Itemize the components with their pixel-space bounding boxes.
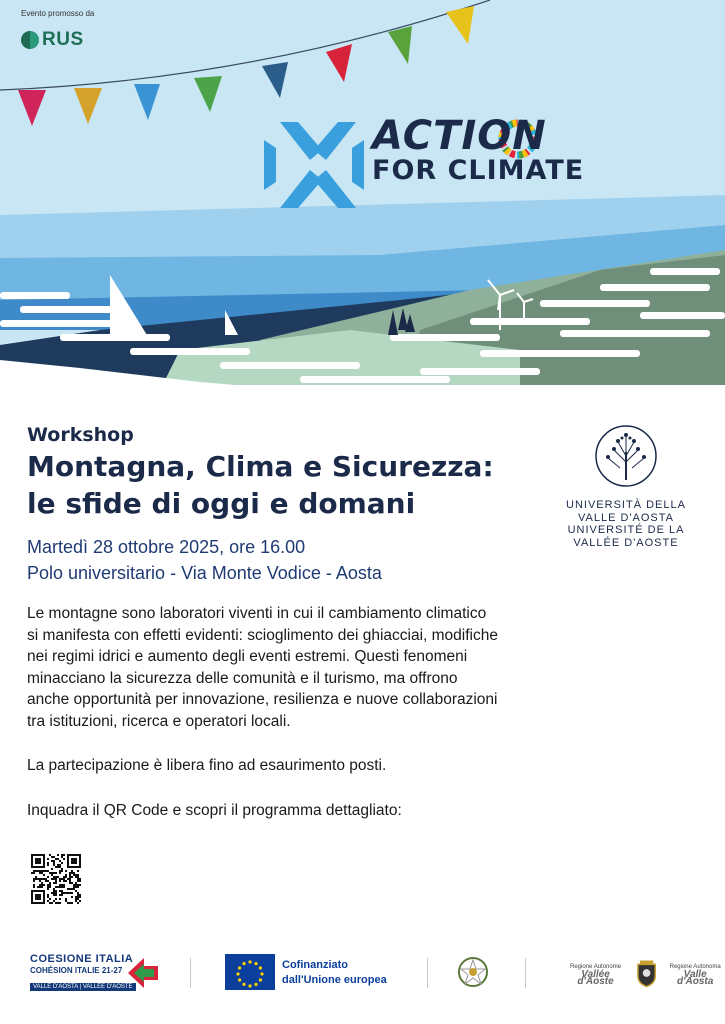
description [27,603,547,732]
eu-line-1: Cofinanziato [282,959,348,971]
coesione-line-3: VALLE D'AOSTA | VALLÉE D'AOSTE [30,983,136,991]
hero-illustration [0,0,725,410]
regione-valle-aosta-logo [563,960,725,988]
description-line: minacciano la sicurezza delle comunità e il turismo, ma offrono [27,669,458,687]
description-line: nei regimi idrici e aumento degli eventi estremi. Questi fenomeni [27,648,468,665]
hero-banner [0,0,725,410]
event-date: Martedì 28 ottobre 2025, ore 16.00 [27,537,306,557]
main-content [27,420,547,821]
brand-line-2: FOR CLIMATE [372,155,585,186]
description-line: anche opportunità per innovazione, resilienza e nuove collaborazioni [27,691,498,708]
footer-divider [525,958,526,988]
footer-divider [190,958,191,988]
brand-line-1: ACTION [372,113,547,159]
university-name-fr-1: UNIVERSITÉ DE LA [567,524,685,536]
title-line-2: le sfide di oggi e domani [27,487,416,520]
action-for-climate-logo [372,113,585,186]
eu-flag-icon [225,954,275,990]
description-line: tra istituzioni, ricerca e operatori locali. [27,712,291,730]
regione-coat-of-arms-icon [636,960,657,988]
coesione-line-1: COESIONE ITALIA [30,953,134,965]
university-name-fr-2: VALLÉE D'AOSTE [573,536,679,549]
regione-name-2: Valle d'Aosta [677,968,714,987]
italian-republic-emblem-icon [457,954,489,990]
funding-footer [0,948,725,998]
promoted-by-label: Evento promosso da [21,9,95,18]
page-title [27,448,547,522]
coesione-italia-logo [30,953,136,993]
university-name-it-1: UNIVERSITÀ DELLA [566,499,686,511]
title-line-1: Montagna, Clima e Sicurezza: [27,450,494,483]
workshop-kicker: Workshop [27,424,134,446]
footer-divider [427,958,428,988]
coesione-arrow-icon [128,956,160,990]
university-name-it-2: VALLE D'AOSTA [578,511,674,524]
regione-small-1: Regione Autonome [570,963,622,970]
eu-cofunded-label [282,958,387,988]
rus-logo-icon [21,31,39,49]
university-logo [556,424,696,549]
qr-prompt: Inquadra il QR Code e scopri il programma dettagliato: [27,801,402,819]
participation-note: La partecipazione è libera fino ad esaurimento posti. [27,757,387,774]
tree-icon [594,424,658,488]
qr-code[interactable] [31,854,81,904]
coesione-line-2: COHÉSION ITALIE 21-27 [30,966,123,975]
description-line: si manifesta con effetti evidenti: scioglimento dei ghiacciai, modifiche [27,626,498,644]
eu-line-2: dall'Unione europea [282,974,387,986]
rus-logo [21,29,84,51]
description-line: Le montagne sono laboratori viventi in cui il cambiamento climatico [27,605,487,622]
regione-small-2: Regione Autonoma [669,963,721,970]
rus-logo-text: RUS [42,29,84,50]
event-details [27,534,547,586]
event-venue: Polo universitario - Via Monte Vodice - Aosta [27,563,382,583]
regione-name-1: Vallée d'Aoste [577,968,614,987]
